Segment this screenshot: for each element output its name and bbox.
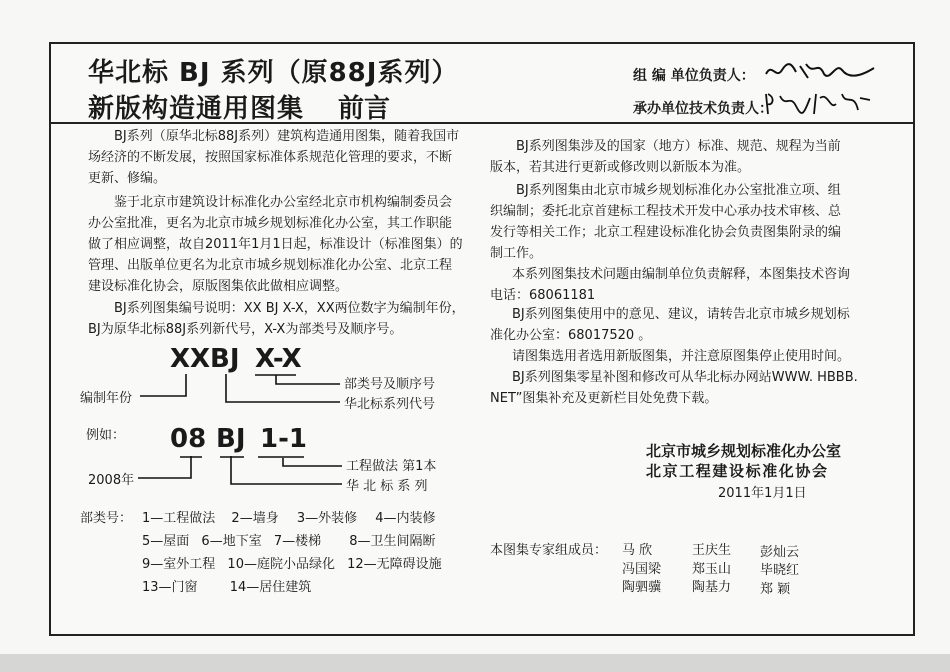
text-line: BJ系列图集零星补图和修改可从华北标办网站WWW. HBBB. [512, 370, 858, 385]
expert-name: 陶基力 [692, 580, 732, 595]
text-line: 制工作。 [490, 246, 543, 261]
category-item: 13—门窗 [142, 580, 198, 595]
category-row-1 [142, 507, 436, 526]
category-row-4 [142, 576, 311, 595]
expert-name: 王庆生 [692, 543, 732, 558]
text-line: 请图集选用者选用新版图集，并注意原图集停止使用时间。 [512, 349, 851, 364]
expert-name: 郑玉山 [692, 562, 732, 577]
text-line: 做了相应调整，故自2011年1月1日起，标准设计（标准图集）的 [88, 237, 463, 252]
code-year-example: 08 [170, 424, 207, 454]
issue-date: 2011年1月1日 [718, 486, 807, 501]
category-item: 3—外装修 [296, 511, 358, 526]
category-item: 4—内装修 [375, 511, 436, 526]
right-para-5 [490, 346, 858, 409]
expert-name: 毕晓红 [760, 563, 800, 578]
tech-responsible-label: 承办单位技术负责人： [633, 101, 773, 117]
label-category-example: 工程做法 第1本 [346, 459, 437, 474]
expert-name: 冯国梁 [622, 562, 662, 577]
expert-name: 马 欣 [622, 543, 653, 558]
category-item: 5—屋面 [142, 534, 190, 549]
right-para-2 [490, 180, 841, 264]
code-year-placeholder: XX [170, 344, 211, 374]
category-row-2 [142, 530, 436, 549]
text-line: BJ系列图集涉及的国家（地方）标准、规范、规程为当前 [516, 139, 841, 154]
text-line: 更新、修编。 [88, 171, 167, 186]
category-item: 12—无障碍设施 [347, 557, 442, 572]
text-line: 织编制；委托北京首建标工程技术开发中心承办技术审核、总 [490, 204, 842, 219]
label-year: 编制年份 [80, 391, 133, 406]
example-label: 例如： [86, 428, 126, 443]
title-preface: 前言 [338, 94, 391, 124]
category-item: 10—庭院小品绿化 [227, 557, 335, 572]
category-item: 9—室外工程 [142, 557, 216, 572]
text-line: 管理、出版单位更名为北京市城乡规划标准化办公室、北京工程 [88, 258, 453, 273]
text-line: BJ系列图集编号说明：XX BJ X-X，XX两位数字为编制年份， [114, 301, 465, 316]
text-line: 发行等相关工作；北京工程建设标准化协会负责图集附录的编 [490, 225, 842, 240]
text-line: 准化办公室：68017520 。 [490, 328, 652, 343]
text-line: 本系列图集技术问题由编制单位负责解释，本图集技术咨询 [512, 267, 851, 282]
label-series-example: 华 北 标 系 列 [346, 479, 428, 494]
category-item: 14—居住建筑 [229, 580, 312, 595]
text-line: NET”图集补充及更新栏目处免费下载。 [490, 391, 718, 406]
right-para-4 [490, 304, 850, 346]
text-line: 办公室批准，更名为北京市城乡规划标准化办公室，其工作职能 [88, 216, 453, 231]
category-item: 6—地下室 [201, 534, 262, 549]
experts-label: 本图集专家组成员： [490, 543, 608, 558]
text-line: 版本，若其进行更新或修改则以新版本为准。 [490, 160, 751, 175]
org-name-association: 北京工程建设标准化协会 [646, 462, 829, 480]
category-row-3 [142, 553, 442, 572]
right-para-1 [490, 136, 841, 178]
text-line: BJ系列（原华北标88J系列）建筑构造通用图集，随着我国市 [114, 129, 460, 144]
text-line: 场经济的不断发展，按照国家标准体系规范化管理的要求，不断 [88, 150, 453, 165]
category-item: 1—工程做法 [142, 511, 216, 526]
label-year-example: 2008年 [88, 473, 135, 488]
org-name-office: 北京市城乡规划标准化办公室 [646, 442, 842, 460]
text-line: 建设标准化协会，原版图集依此做相应调整。 [88, 279, 349, 294]
text-line: 电话：68061181 [490, 288, 596, 303]
category-item: 8—卫生间隔断 [349, 534, 436, 549]
category-item: 7—楼梯 [273, 534, 322, 549]
label-series-code: 华北标系列代号 [344, 397, 436, 412]
categories-label: 部类号： [80, 511, 133, 526]
text-line: 鉴于北京市建筑设计标准化办公室经北京市机构编制委员会 [114, 195, 453, 210]
title-line-2: 新版构造通用图集 [88, 94, 305, 124]
code-series-placeholder: BJ [210, 344, 240, 374]
text-line: BJ系列图集使用中的意见、建议，请转告北京市城乡规划标 [512, 307, 850, 322]
expert-name: 陶驷骥 [622, 580, 662, 595]
code-category-example: 1-1 [260, 424, 307, 454]
text-line: BJ为原华北标88J系列新代号，X-X为部类号及顺序号。 [88, 322, 403, 337]
compiler-responsible-label: 组 编 单位负责人： [633, 68, 755, 84]
label-category-seq: 部类号及顺序号 [344, 377, 436, 392]
title-line-1: 华北标 BJ 系列（原88J系列） [88, 58, 459, 88]
code-category-placeholder: X-X [255, 344, 302, 374]
expert-name: 郑 颖 [760, 582, 791, 597]
code-series-example: BJ [216, 424, 246, 454]
expert-name: 彭灿云 [760, 545, 800, 560]
category-item: 2—墙身 [231, 511, 279, 526]
text-line: BJ系列图集由北京市城乡规划标准化办公室批准立项、组 [516, 183, 841, 198]
right-para-3 [490, 264, 850, 306]
